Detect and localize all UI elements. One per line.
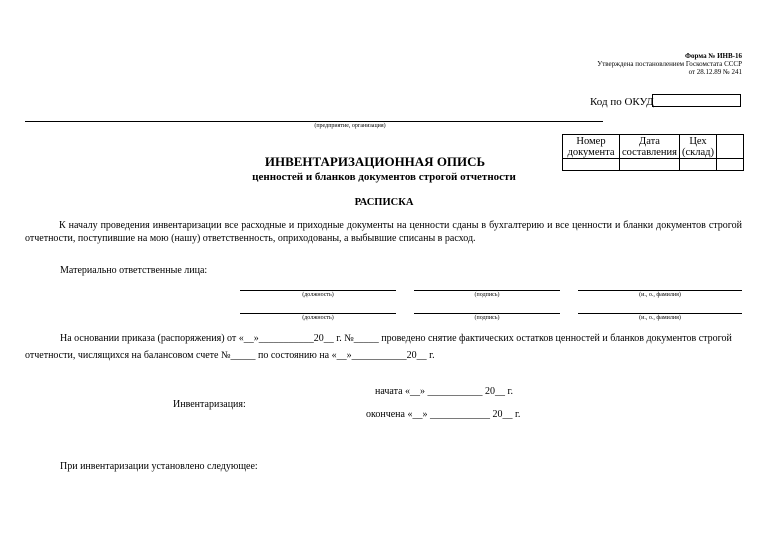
- position-field-1[interactable]: [240, 290, 396, 291]
- page-title: ИНВЕНТАРИЗАЦИОННАЯ ОПИСЬ: [264, 154, 486, 169]
- basis-line-1: На основании приказа (распоряжения) от «__»___________20__ г. №_____ проведено снятие фактических остатков ценностей и бланков документов строгой: [60, 333, 732, 344]
- signature-caption-1: (подпись): [474, 292, 500, 298]
- inventory-started: начата «__» ___________ 20__ г.: [375, 386, 514, 397]
- approved-by: Утверждена постановлением Госкомстата СССР: [597, 60, 742, 68]
- organization-field[interactable]: [25, 121, 603, 122]
- okud-label: Код по ОКУД: [590, 96, 654, 108]
- approved-date: от 28.12.89 № 241: [688, 68, 742, 76]
- signature-field-2[interactable]: [414, 313, 560, 314]
- inventory-label: Инвентаризация:: [173, 399, 246, 410]
- form-number: Форма № ИНВ-16: [685, 52, 742, 60]
- name-field-1[interactable]: [578, 290, 742, 291]
- established-label: При инвентаризации установлено следующее:: [60, 461, 258, 472]
- doc-date-header: Дата составления: [620, 135, 680, 159]
- receipt-text: К началу проведения инвентаризации все расходные и приходные документы на ценности сданы в бухгалтерию и все ценности и бланки документов строгой отчетности, поступившие на мою (нашу) ответственность, оприходованы, а выбывшие списаны в расход.: [25, 220, 742, 244]
- doc-number-header: Номер документа: [563, 135, 620, 159]
- name-field-2[interactable]: [578, 313, 742, 314]
- page-subtitle: ценностей и бланков документов строгой отчетности: [252, 171, 516, 183]
- workshop-header: Цех (склад): [680, 135, 717, 159]
- signature-caption-2: (подпись): [474, 315, 500, 321]
- responsible-label: Материально ответственные лица:: [60, 265, 208, 276]
- organization-caption: (предприятие, организация): [314, 123, 386, 129]
- position-caption-2: (должность): [302, 315, 334, 321]
- receipt-heading: РАСПИСКА: [354, 197, 414, 208]
- name-caption-1: (и., о., фамилия): [639, 292, 681, 298]
- position-field-2[interactable]: [240, 313, 396, 314]
- okud-code-field[interactable]: [652, 94, 741, 107]
- inventory-ended: окончена «__» ____________ 20__ г.: [366, 409, 521, 420]
- signature-field-1[interactable]: [414, 290, 560, 291]
- basis-line-2: отчетности, числящихся на балансовом счете №_____ по состоянию на «__»___________20__ г.: [25, 350, 435, 361]
- name-caption-2: (и., о., фамилия): [639, 315, 681, 321]
- position-caption-1: (должность): [302, 292, 334, 298]
